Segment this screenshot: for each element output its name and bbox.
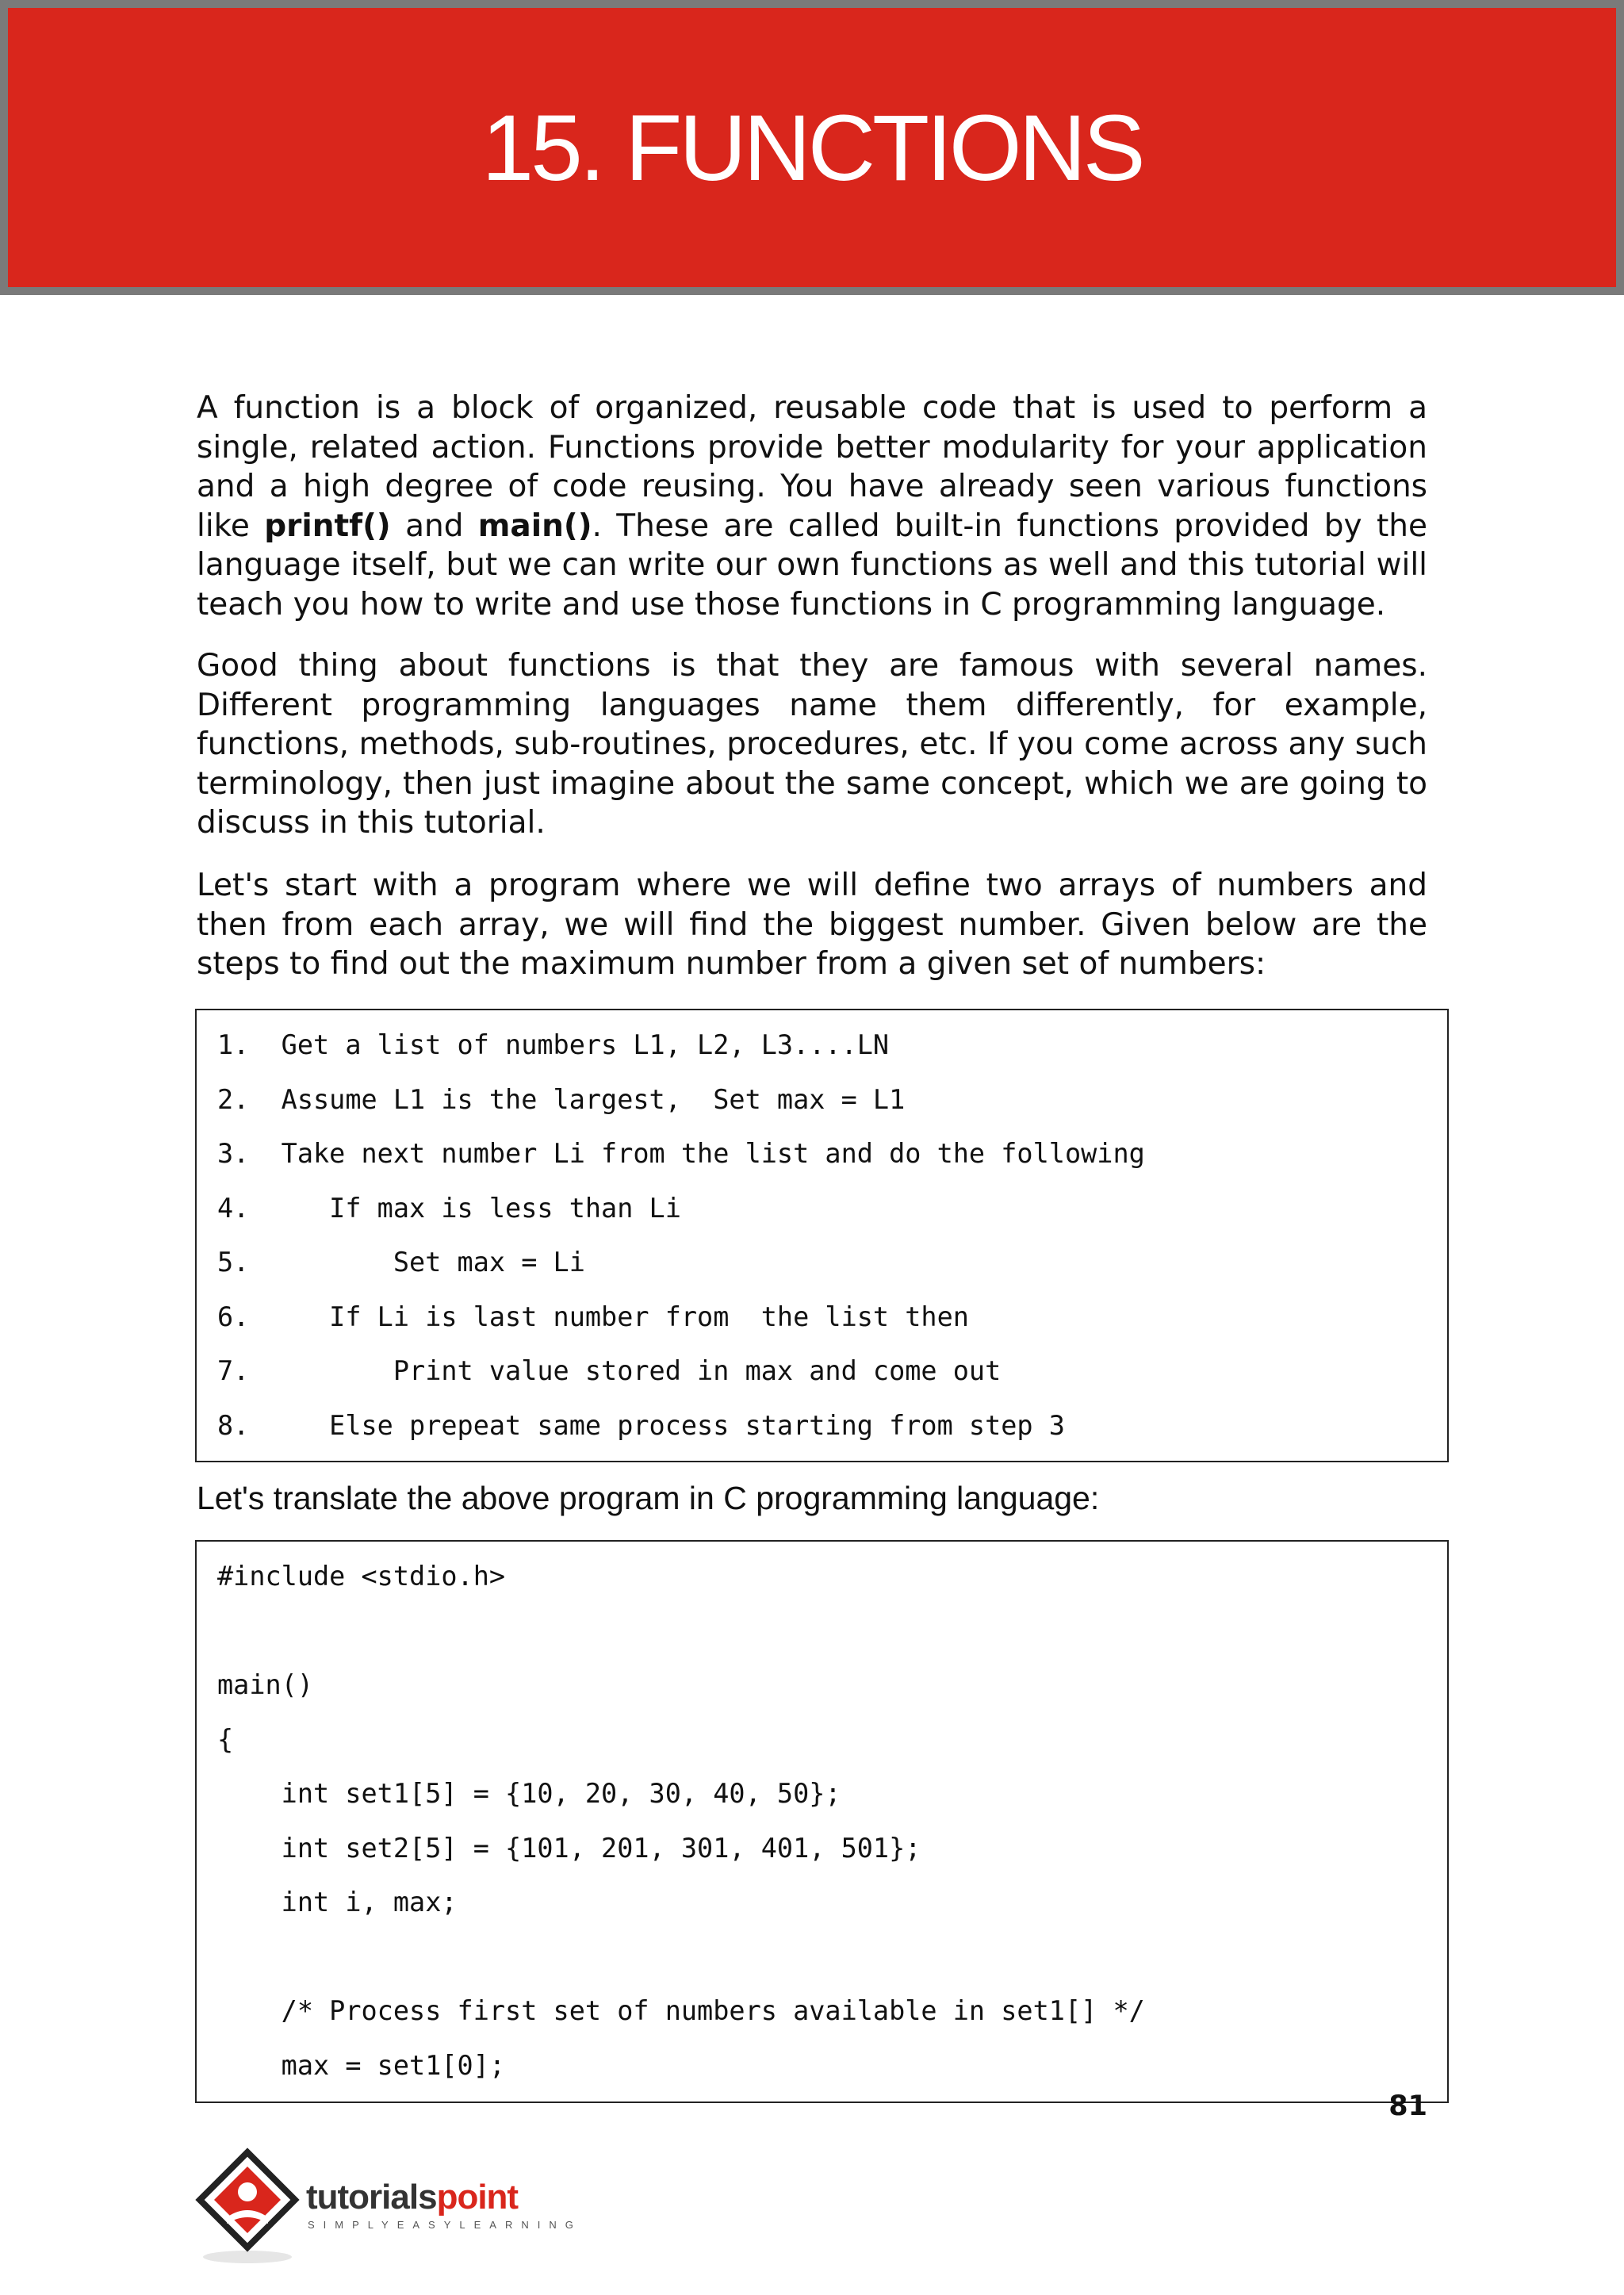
p1-and: and bbox=[405, 508, 464, 544]
code-caption: Let's translate the above program in C programming language: bbox=[197, 1480, 1100, 1516]
steps-box bbox=[195, 1009, 1449, 1462]
p1-text-a: A function is a block of organized, reusable code that is used to perform a single, related action. Functions provide better modularity for your application and a high degree of code reusing. You have already seen various functions like bbox=[197, 390, 1427, 544]
logo-diamond-icon bbox=[195, 2147, 306, 2266]
printf-term: printf() bbox=[264, 508, 391, 544]
code-line: int set2[5] = {101, 201, 301, 401, 501}; bbox=[217, 1833, 921, 1864]
step-line: 7. Print value stored in max and come out bbox=[217, 1355, 1002, 1386]
step-line: 2. Assume L1 is the largest, Set max = L1 bbox=[217, 1084, 906, 1115]
intro-paragraph-3: Let's start with a program where we will define two arrays of numbers and then from each array, we will find the biggest number. Given below are the steps to find out the maximum number from a given set of numbers: bbox=[197, 868, 1427, 982]
code-line: main() bbox=[217, 1669, 314, 1700]
logo-wordmark bbox=[306, 2178, 518, 2217]
code-line: #include <stdio.h> bbox=[217, 1561, 506, 1592]
tutorialspoint-logo bbox=[195, 2147, 592, 2266]
code-box bbox=[195, 1540, 1449, 2103]
code-line: int set1[5] = {10, 20, 30, 40, 50}; bbox=[217, 1778, 841, 1809]
step-line: 8. Else prepeat same process starting from step 3 bbox=[217, 1410, 1065, 1441]
code-line: /* Process first set of numbers available in set1[] */ bbox=[217, 1995, 1145, 2026]
logo-tagline: SIMPLYEASYLEARNING bbox=[308, 2219, 582, 2231]
chapter-title: 15. FUNCTIONS bbox=[481, 96, 1143, 201]
logo-word-b: point bbox=[436, 2178, 519, 2216]
code-line: max = set1[0]; bbox=[217, 2050, 506, 2081]
code-line: int i, max; bbox=[217, 1887, 458, 1918]
code-line: { bbox=[217, 1724, 234, 1755]
step-line: 3. Take next number Li from the list and do the following bbox=[217, 1138, 1145, 1169]
step-line: 4. If max is less than Li bbox=[217, 1193, 681, 1224]
page-number: 81 bbox=[1388, 2090, 1427, 2122]
main-term: main() bbox=[477, 508, 592, 544]
intro-paragraph-2: Good thing about functions is that they are famous with several names. Different programming languages name them differently, for example, functions, methods, sub-routines, procedures, etc. If you come across any such terminology, then just imagine about the same concept, which we are going to discuss in this tutorial. bbox=[197, 648, 1427, 841]
intro-paragraph-1 bbox=[197, 389, 1427, 624]
step-line: 6. If Li is last number from the list then bbox=[217, 1301, 969, 1332]
p1-text-b: . These are called built-in functions provided by the language itself, but we can write our own functions as well and this tutorial will teach you how to write and use those functions in C programming language. bbox=[197, 508, 1427, 623]
chapter-header bbox=[0, 0, 1624, 295]
step-line: 5. Set max = Li bbox=[217, 1247, 585, 1278]
logo-word-a: tutorials bbox=[306, 2178, 437, 2216]
step-line: 1. Get a list of numbers L1, L2, L3....LN bbox=[217, 1029, 890, 1060]
